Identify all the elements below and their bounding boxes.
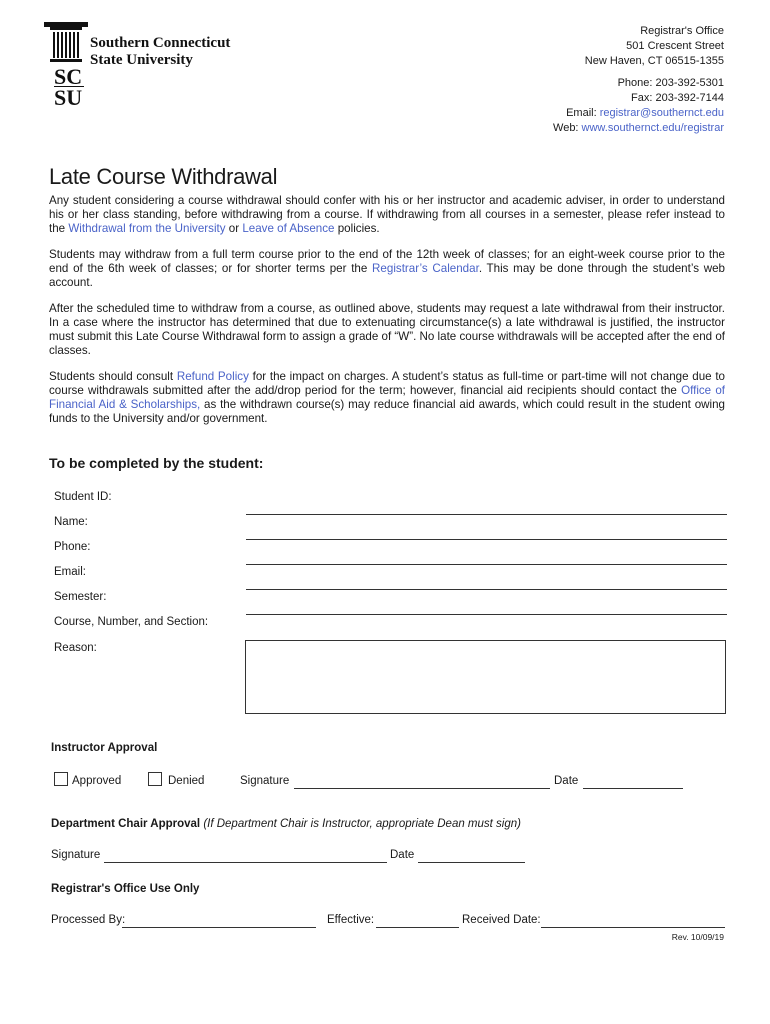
chair-approval-heading: Department Chair Approval (If Department Chair is Instructor, appropriate Dean must sign) <box>51 818 521 830</box>
page-title: Late Course Withdrawal <box>49 164 278 189</box>
chair-date-label: Date <box>390 849 415 861</box>
denied-label: Denied <box>168 775 205 787</box>
effective-line[interactable] <box>376 927 459 928</box>
web-label: Web: <box>553 122 582 135</box>
office-email-row <box>553 106 724 121</box>
approved-checkbox[interactable] <box>54 772 68 786</box>
denied-checkbox[interactable] <box>148 772 162 786</box>
financial-aid-link[interactable]: Office of Financial Aid & Scholarships, <box>49 384 726 411</box>
student-id-field[interactable] <box>246 514 727 515</box>
office-street: 501 Crescent Street <box>626 40 724 53</box>
effective-label: Effective: <box>327 914 375 926</box>
semester-field[interactable] <box>246 614 727 615</box>
paragraph-3: After the scheduled time to withdraw from a course, as outlined above, students may request a late withdrawal from their instructor. In a case where the instructor has determined that due to extenuating circumstance(s) a late withdrawal is justified, the instructor must submit this Late Course Withdrawal form to assign a grade of “W”. No late course withdrawals will be accepted after the end of classes. <box>49 302 725 357</box>
reason-textbox[interactable] <box>245 640 726 714</box>
office-fax: Fax: 203-392-7144 <box>631 91 724 104</box>
office-web-row <box>553 121 724 136</box>
registrar-calendar-link[interactable]: Registrar’s Calendar <box>372 262 479 275</box>
instructor-signature-line[interactable] <box>294 788 550 789</box>
phone-field[interactable] <box>246 564 727 565</box>
email-link[interactable]: registrar@southernct.edu <box>599 107 724 120</box>
processed-by-line[interactable] <box>122 927 316 928</box>
paragraph-4: Students should consult Refund Policy for the impact on charges. A student’s status as full-time or part-time will not change due to course withdrawals submitted after the add/drop period for the term; however, financial aid recipients should contact the Office of Financial Aid & Scholarships, as the withdrawn course(s) may reduce financial aid awards, which could result in the student owing funds to the University and/or government. <box>49 370 726 425</box>
revision-date: Rev. 10/09/19 <box>671 932 724 942</box>
received-date-label: Received Date: <box>462 914 541 926</box>
course-label: Course, Number, and Section: <box>54 616 209 628</box>
registrar-contact-block <box>553 24 724 136</box>
chair-date-line[interactable] <box>418 862 525 863</box>
leave-of-absence-link[interactable]: Leave of Absence <box>242 222 335 235</box>
chair-approval-note: (If Department Chair is Instructor, appropriate Dean must sign) <box>203 818 521 830</box>
column-logo-icon <box>44 22 88 66</box>
email-label: Email: <box>566 107 600 120</box>
office-name: Registrar's Office <box>640 25 724 37</box>
reason-label: Reason: <box>54 642 97 654</box>
received-date-line[interactable] <box>541 927 725 928</box>
office-city: New Haven, CT 06515-1355 <box>584 55 724 68</box>
paragraph-1: Any student considering a course withdrawal should confer with his or her instructor and academic adviser, in order to understand his or her class standing, before withdrawing from a course. If withdrawing from all courses in a semester, please refer instead to the Withdrawal from the University or Leave of Absence policies. <box>49 194 725 235</box>
instructor-date-label: Date <box>554 775 579 787</box>
semester-label: Semester: <box>54 591 107 603</box>
logo-line-1: Southern Connecticut <box>90 35 231 51</box>
paragraph-2: Students may withdraw from a full term course prior to the end of the 12th week of classes; for an eight-week course prior to the end of the 6th week of classes; or for shorter terms per the Registrar’s Calendar. This may be done through the student’s web account. <box>49 248 725 289</box>
processed-by-label: Processed By: <box>51 914 126 926</box>
university-logo <box>44 22 264 112</box>
withdrawal-link[interactable]: Withdrawal from the University <box>68 222 226 235</box>
instructor-approval-heading: Instructor Approval <box>51 742 158 754</box>
chair-signature-label: Signature <box>51 849 101 861</box>
refund-policy-link[interactable]: Refund Policy <box>176 370 249 383</box>
student-id-label: Student ID: <box>54 491 112 503</box>
logo-monogram-2: SU <box>54 85 83 110</box>
email-label-field: Email: <box>54 566 86 578</box>
chair-signature-line[interactable] <box>104 862 387 863</box>
instructor-signature-label: Signature <box>240 775 290 787</box>
instructor-date-line[interactable] <box>583 788 683 789</box>
email-field[interactable] <box>246 589 727 590</box>
registrar-use-heading: Registrar's Office Use Only <box>51 883 200 895</box>
phone-label: Phone: <box>54 541 91 553</box>
student-section-heading: To be completed by the student: <box>49 455 264 471</box>
logo-monogram-1: SC <box>54 64 83 89</box>
web-link[interactable]: www.southernct.edu/registrar <box>581 122 724 135</box>
name-field[interactable] <box>246 539 727 540</box>
office-phone: Phone: 203-392-5301 <box>617 76 724 89</box>
logo-line-2: State University <box>90 52 193 68</box>
approved-label: Approved <box>72 775 122 787</box>
name-label: Name: <box>54 516 88 528</box>
